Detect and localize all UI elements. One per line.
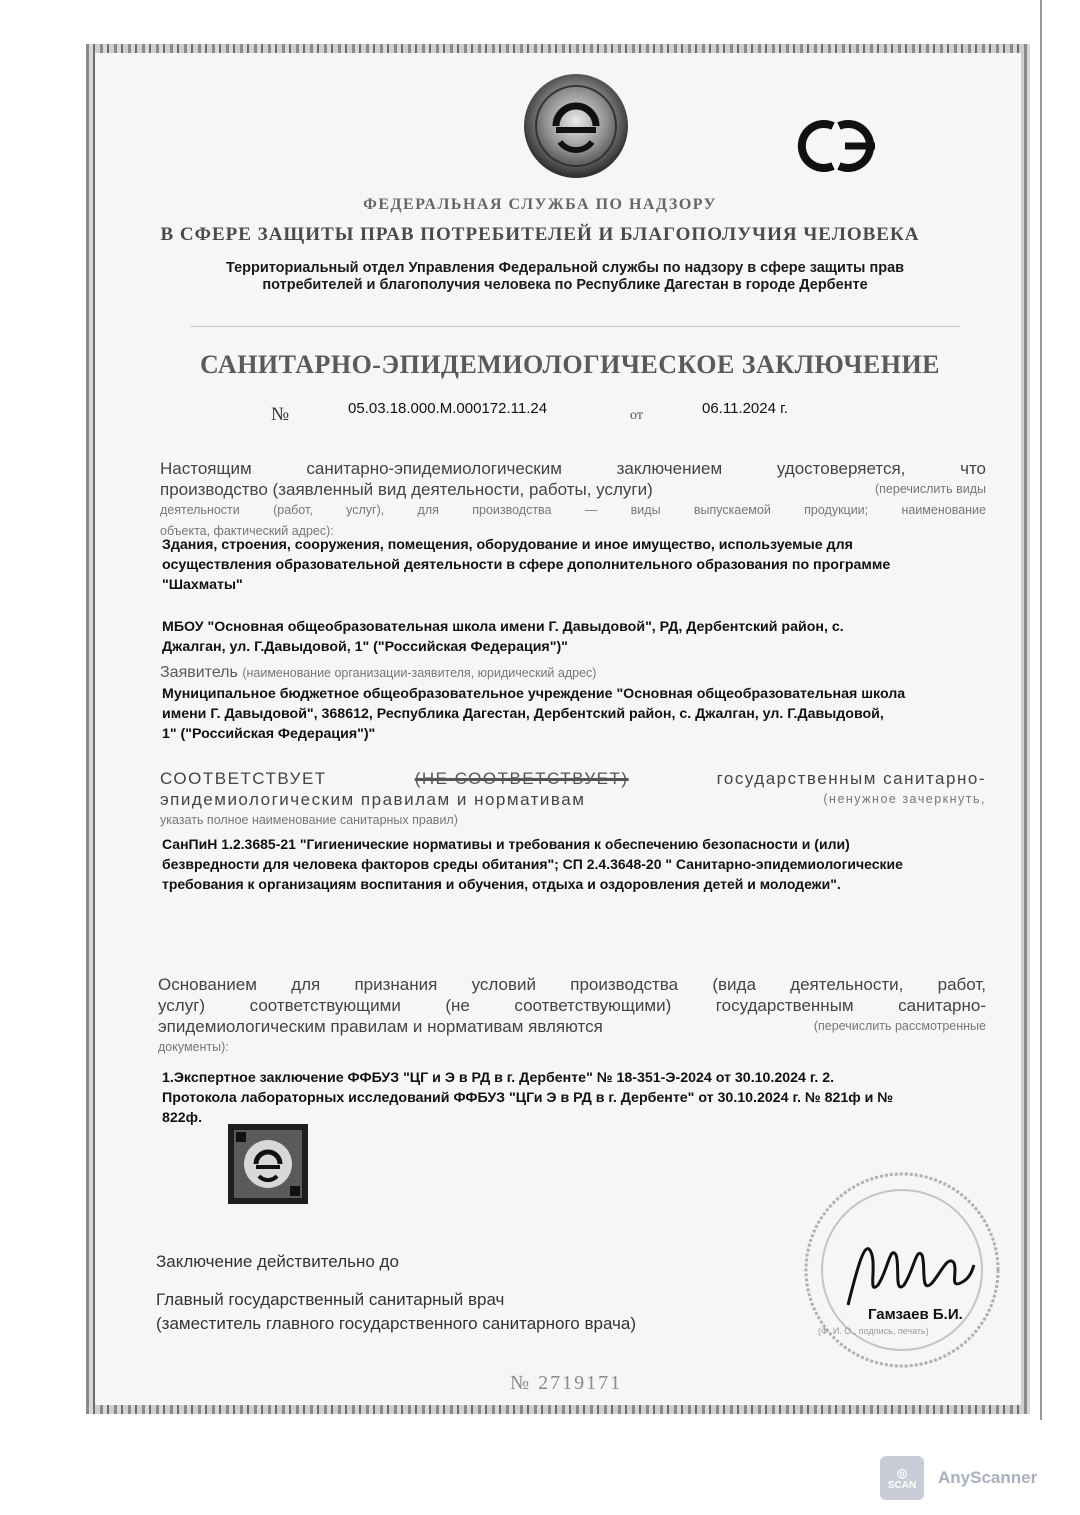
intro-line2 (160, 479, 986, 500)
intro-line1: Настоящим санитарно-эпидемиологическим заключением удостоверяется, что (160, 459, 986, 478)
intro-line3: деятельности (работ, услуг), для производства — виды выпускаемой продукции; наименование (160, 503, 986, 517)
basis-line2: услуг) соответствующими (не соответствующими) государственным санитарно- (158, 996, 986, 1015)
signatory-title-line2: (заместитель главного государственного санитарного врача) (156, 1314, 636, 1333)
intro-line2-main: производство (заявленный вид деятельности, работы, услуги) (160, 480, 653, 499)
department-line2: потребителей и благополучия человека по Республике Дагестан в городе Дербенте (262, 277, 868, 293)
object-line3: "Шахматы" (162, 577, 243, 593)
document-title: САНИТАРНО-ЭПИДЕМИОЛОГИЧЕСКОЕ ЗАКЛЮЧЕНИЕ (199, 350, 941, 379)
rules-line2: безвредности для человека факторов среды обитания"; СП 2.4.3648-20 " Санитарно-эпидемиологические (162, 856, 903, 872)
divider (190, 326, 960, 327)
signatory-name: Гамзаев Б.И. (868, 1306, 963, 1323)
se-logo-icon (793, 118, 883, 174)
agency-name-line2: В СФЕРЕ ЗАЩИТЫ ПРАВ ПОТРЕБИТЕЛЕЙ И БЛАГОПОЛУЧИЯ ЧЕЛОВЕКА (160, 224, 920, 245)
document-date: 06.11.2024 г. (702, 400, 788, 417)
object-line2: осуществления образовательной деятельности в сфере дополнительного образования по программе (162, 557, 891, 573)
signature-icon (838, 1225, 978, 1315)
compliance-line2 (160, 789, 986, 810)
intro-line2-hint: (перечислить виды (874, 482, 986, 496)
applicant-line2: имени Г. Давыдовой", 368612, Республика Дагестан, Дербентский район, с. Джалган, ул. Г.Давыдовой, (162, 706, 884, 722)
compliance-line1 (160, 768, 986, 789)
compliance-line1-rest: государственным санитарно- (716, 769, 986, 788)
compliance-text (160, 768, 986, 831)
basis-line3-main: эпидемиологическим правилам и нормативам являются (158, 1017, 603, 1036)
compliance-line2-main: эпидемиологическим правилам и нормативам (160, 790, 586, 809)
basis-line3-hint: (перечислить рассмотренные (813, 1019, 986, 1033)
applicant-line3: 1" ("Российская Федерация")" (162, 726, 376, 742)
docs-line1: 1.Экспертное заключение ФФБУЗ "ЦГ и Э в РД в г. Дербенте" № 18-351-Э-2024 от 30.10.2024 г. 2. (162, 1070, 835, 1086)
department-name (180, 260, 950, 294)
scanner-app-name: AnyScanner (938, 1468, 1038, 1487)
document-number: 05.03.18.000.М.000172.11.24 (348, 400, 548, 417)
sanitary-rules (162, 834, 1010, 894)
compliance-line3: указать полное наименование санитарных правил) (160, 813, 458, 827)
basis-text (158, 974, 986, 1058)
rules-line1: СанПиН 1.2.3685-21 "Гигиенические нормативы и требования к обеспечению безопасности и (или) (162, 836, 850, 852)
department-line1: Территориальный отдел Управления Федеральной службы по надзору в сфере защиты прав (225, 260, 905, 276)
basis-line3 (158, 1016, 986, 1037)
applicant-heading (160, 664, 990, 682)
address-line1: МБОУ "Основная общеобразовательная школа имени Г. Давыдовой", РД, Дербентский район, с. (162, 619, 844, 635)
basis-line4: документы): (158, 1040, 229, 1054)
applicant-details (162, 684, 1002, 744)
rospotrebnadzor-emblem-icon (522, 72, 630, 180)
applicant-label: Заявитель (160, 664, 238, 681)
applicant-hint: (наименование организации-заявителя, юридический адрес) (242, 666, 597, 680)
intro-line4: объекта, фактический адрес): (160, 524, 334, 538)
not-complies-struck: (НЕ СООТВЕТСТВУЕТ) (414, 769, 629, 788)
scanner-watermark (880, 1456, 1037, 1500)
applicant-line1: Муниципальное бюджетное общеобразовательное учреждение "Основная общеобразовательная школа (162, 686, 906, 702)
basis-line1: Основанием для признания условий производства (вида деятельности, работ, (158, 975, 986, 994)
agency-name-line1: ФЕДЕРАЛЬНАЯ СЛУЖБА ПО НАДЗОРУ (363, 196, 717, 213)
rules-line3: требования к организациям воспитания и обучения, отдыха и оздоровления детей и молодежи". (162, 876, 841, 892)
object-address (162, 617, 992, 657)
address-line2: Джалган, ул. Г.Давыдовой, 1" ("Российская Федерация")" (162, 639, 568, 655)
object-description (162, 535, 992, 595)
hologram-seal-icon (228, 1124, 308, 1204)
signatory-title-line1: Главный государственный санитарный врач (156, 1290, 505, 1309)
serial-number: № 2719171 (510, 1372, 623, 1394)
object-line1: Здания, строения, сооружения, помещения, оборудование и иное имущество, используемые для (162, 537, 853, 553)
scan-app-icon: ◎ SCAN (880, 1456, 924, 1500)
docs-line3: 822ф. (162, 1110, 203, 1126)
number-label: № (271, 404, 290, 425)
scan-badge-label: SCAN (887, 1479, 917, 1491)
date-from-label: от (630, 408, 643, 423)
complies-word: СООТВЕТСТВУЕТ (160, 769, 327, 788)
signatory-titles (156, 1288, 636, 1336)
compliance-line2-hint: (ненужное зачеркнуть, (823, 792, 986, 806)
signatory-caption: (Ф. И. О., подпись, печать) (818, 1326, 929, 1336)
intro-text (160, 458, 986, 542)
basis-documents (162, 1068, 1002, 1128)
docs-line2: Протокола лабораторных исследований ФФБУЗ "ЦГи Э в РД в г. Дербенте" от 30.10.2024 г. № 821ф и № (162, 1090, 894, 1106)
validity-label: Заключение действительно до (156, 1252, 399, 1271)
